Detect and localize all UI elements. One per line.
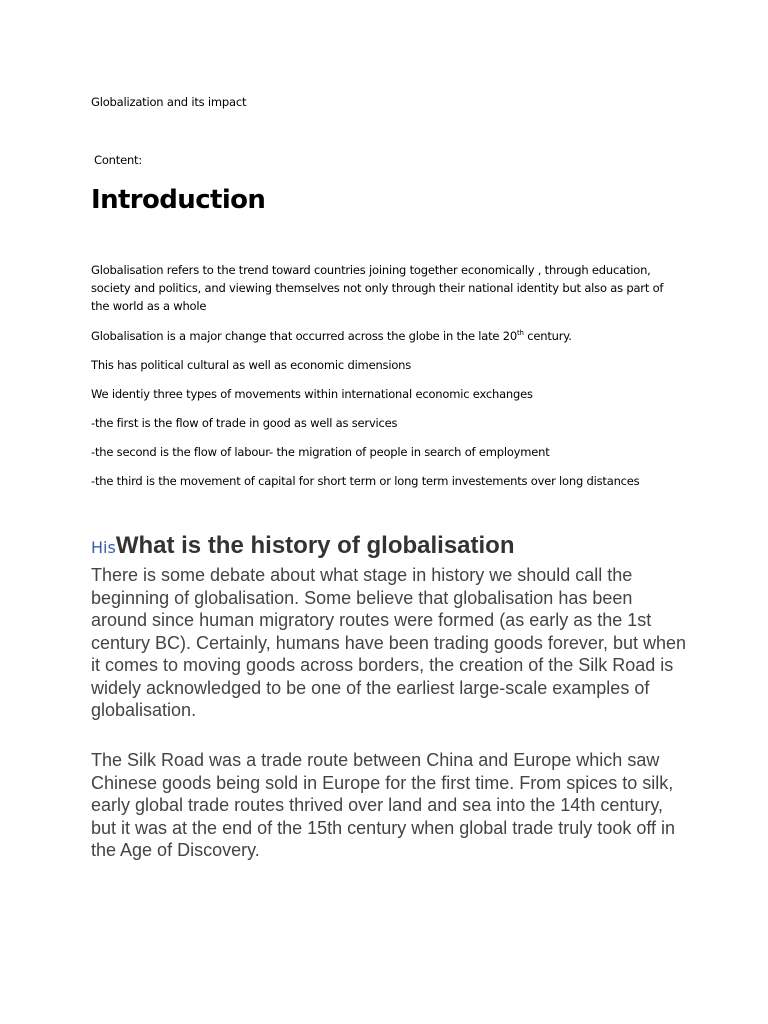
intro-paragraph-change-text: Globalisation is a major change that occurred across the globe in the late 20 [91, 329, 517, 343]
movement-item-trade: -the first is the flow of trade in good as well as services [91, 416, 398, 430]
history-heading [91, 529, 515, 565]
intro-paragraph-change-tail: century. [523, 329, 572, 343]
history-paragraph-origins: There is some debate about what stage in history we should call the beginning of globalisation. Some believe that globalisation has been around since human migratory routes were formed (as early as the 1st century BC). Certainly, humans have been trading goods forever, but when it comes to moving goods across borders, the creation of the Silk Road is widely acknowledged to be one of the earliest large-scale examples of globalisation. [91, 565, 687, 720]
ordinal-suffix: th [517, 329, 524, 338]
content-label: Content: [94, 153, 143, 167]
document-title: Globalization and its impact [91, 95, 247, 109]
intro-paragraph-dimensions: This has political cultural as well as economic dimensions [91, 358, 412, 372]
movement-item-labour: -the second is the flow of labour- the migration of people in search of employment [91, 445, 550, 459]
history-heading-prefix: His [91, 538, 116, 557]
history-heading-text: What is the history of globalisation [115, 532, 515, 559]
movement-item-capital: -the third is the movement of capital for short term or long term investements over long distances [91, 474, 640, 488]
intro-paragraph-definition: Globalisation refers to the trend toward countries joining together economically , through education, society and politics, and viewing themselves not only through their national identity but also as part of the world as a whole [91, 263, 664, 313]
history-paragraph-silk-road: The Silk Road was a trade route between China and Europe which saw Chinese goods being sold in Europe for the first time. From spices to silk, early global trade routes thrived over land and sea into the 14th century, but it was at the end of the 15th century when global trade truly took off in the Age of Discovery. [91, 750, 676, 860]
intro-paragraph-movements: We identiy three types of movements within international economic exchanges [91, 387, 533, 401]
intro-paragraph-change [91, 327, 572, 345]
introduction-heading: Introduction [91, 185, 266, 215]
